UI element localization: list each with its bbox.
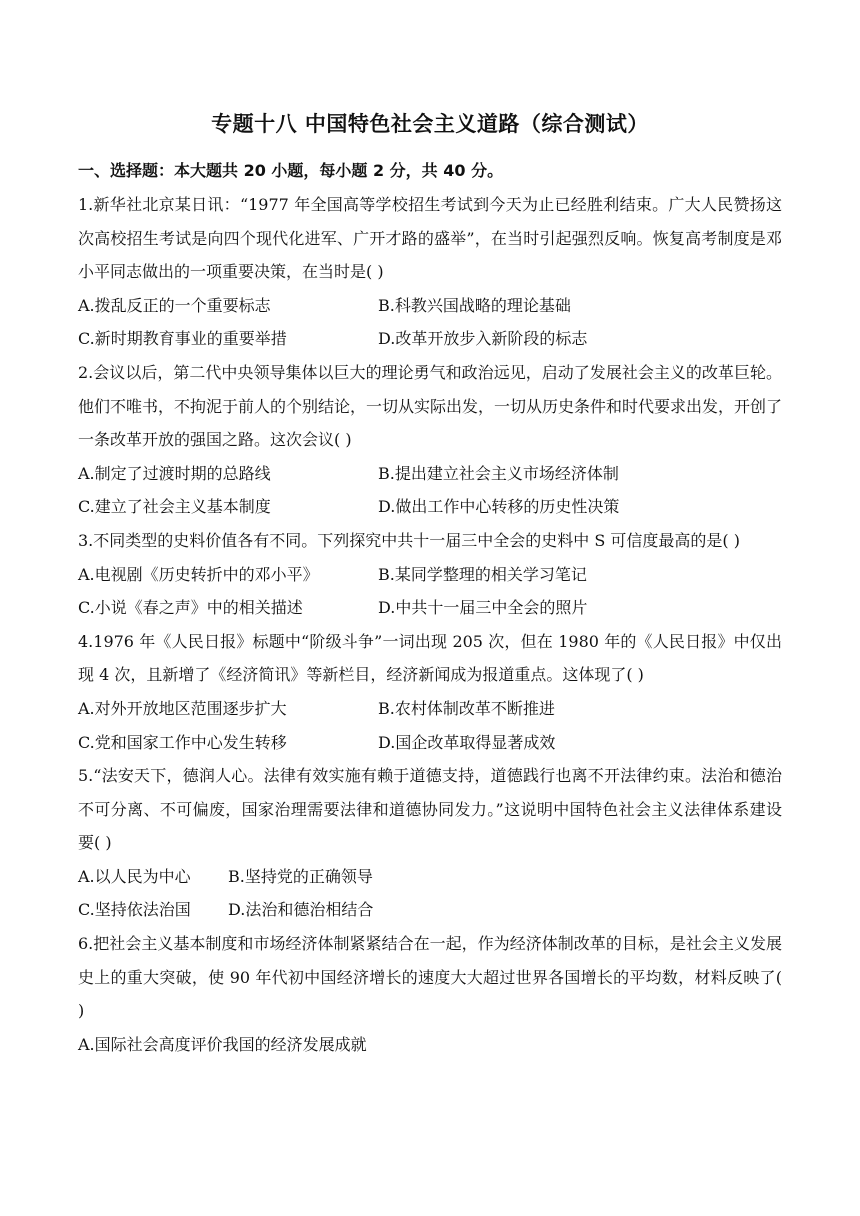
question-3 — [78, 524, 782, 625]
question-1 — [78, 188, 782, 356]
question-list — [78, 188, 782, 1061]
option-row — [78, 726, 782, 760]
option-c: C.小说《春之声》中的相关描述 — [78, 598, 303, 618]
option-c: C.坚持依法治国 — [78, 900, 191, 920]
section-heading: 一、选择题：本大题共 20 小题，每小题 2 分，共 40 分。 — [78, 161, 504, 180]
question-5 — [78, 759, 782, 927]
option-b: B.坚持党的正确领导 — [228, 866, 373, 886]
option-d: D.法治和德治相结合 — [228, 900, 374, 920]
option-d: D.中共十一届三中全会的照片 — [378, 598, 588, 618]
option-row — [78, 558, 782, 592]
question-stem: 1.新华社北京某日讯：“1977 年全国高等学校招生考试到今天为止已经胜利结束。广大人民赞扬这次高校招生考试是向四个现代化进军、广开才路的盛举”，在当时引起强烈反响。恢复高考制度是邓小平同志做出的一项重要决策，在当时是( ) — [78, 195, 782, 282]
option-c: C.新时期教育事业的重要举措 — [78, 329, 287, 349]
option-row — [78, 893, 782, 927]
question-stem: 3.不同类型的史料价值各有不同。下列探究中共十一届三中全会的史料中 S 可信度最高的是( ) — [78, 530, 740, 550]
option-a: A.制定了过渡时期的总路线 — [78, 463, 271, 483]
option-row — [78, 1028, 782, 1062]
question-stem: 4.1976 年《人民日报》标题中“阶级斗争”一词出现 205 次，但在 1980 年的《人民日报》中仅出现 4 次，且新增了《经济简讯》等新栏目，经济新闻成为报道重点。这体现了( ) — [78, 631, 782, 685]
option-b: B.农村体制改革不断推进 — [378, 698, 555, 718]
option-a: A.电视剧《历史转折中的邓小平》 — [78, 564, 319, 584]
option-row — [78, 692, 782, 726]
option-row — [78, 591, 782, 625]
option-a: A.国际社会高度评价我国的经济发展成就 — [78, 1034, 367, 1054]
option-d: D.改革开放步入新阶段的标志 — [378, 329, 588, 349]
option-d: D.做出工作中心转移的历史性决策 — [378, 497, 620, 517]
option-a: A.以人民为中心 — [78, 866, 191, 886]
option-b: B.科教兴国战略的理论基础 — [378, 295, 571, 315]
option-b: B.某同学整理的相关学习笔记 — [378, 564, 587, 584]
option-row — [78, 289, 782, 323]
question-stem: 2.会议以后，第二代中央领导集体以巨大的理论勇气和政治远见，启动了发展社会主义的改革巨轮。他们不唯书，不拘泥于前人的个别结论，一切从实际出发，一切从历史条件和时代要求出发，开创了一条改革开放的强国之路。这次会议( ) — [78, 362, 783, 450]
question-6 — [78, 927, 782, 1061]
option-c: C.建立了社会主义基本制度 — [78, 497, 271, 517]
option-d: D.国企改革取得显著成效 — [378, 732, 556, 752]
document-title: 专题十八 中国特色社会主义道路（综合测试） — [211, 112, 649, 136]
option-row — [78, 322, 782, 356]
option-row — [78, 457, 782, 491]
question-stem: 5.“法安天下，德润人心。法律有效实施有赖于道德支持，道德践行也离不开法律约束。法治和德治不可分离、不可偏废，国家治理需要法律和道德协同发力。”这说明中国特色社会主义法律体系建设要( ) — [78, 766, 782, 853]
option-c: C.党和国家工作中心发生转移 — [78, 732, 287, 752]
question-4 — [78, 625, 782, 759]
option-a: A.拨乱反正的一个重要标志 — [78, 295, 271, 315]
option-a: A.对外开放地区范围逐步扩大 — [78, 698, 287, 718]
option-row — [78, 860, 782, 894]
question-2 — [78, 356, 782, 524]
option-row — [78, 490, 782, 524]
question-stem: 6.把社会主义基本制度和市场经济体制紧紧结合在一起，作为经济体制改革的目标，是社会主义发展史上的重大突破，使 90 年代初中国经济增长的速度大大超过世界各国增长的平均数，材料反映了( ) — [78, 934, 782, 1021]
option-b: B.提出建立社会主义市场经济体制 — [378, 463, 619, 483]
